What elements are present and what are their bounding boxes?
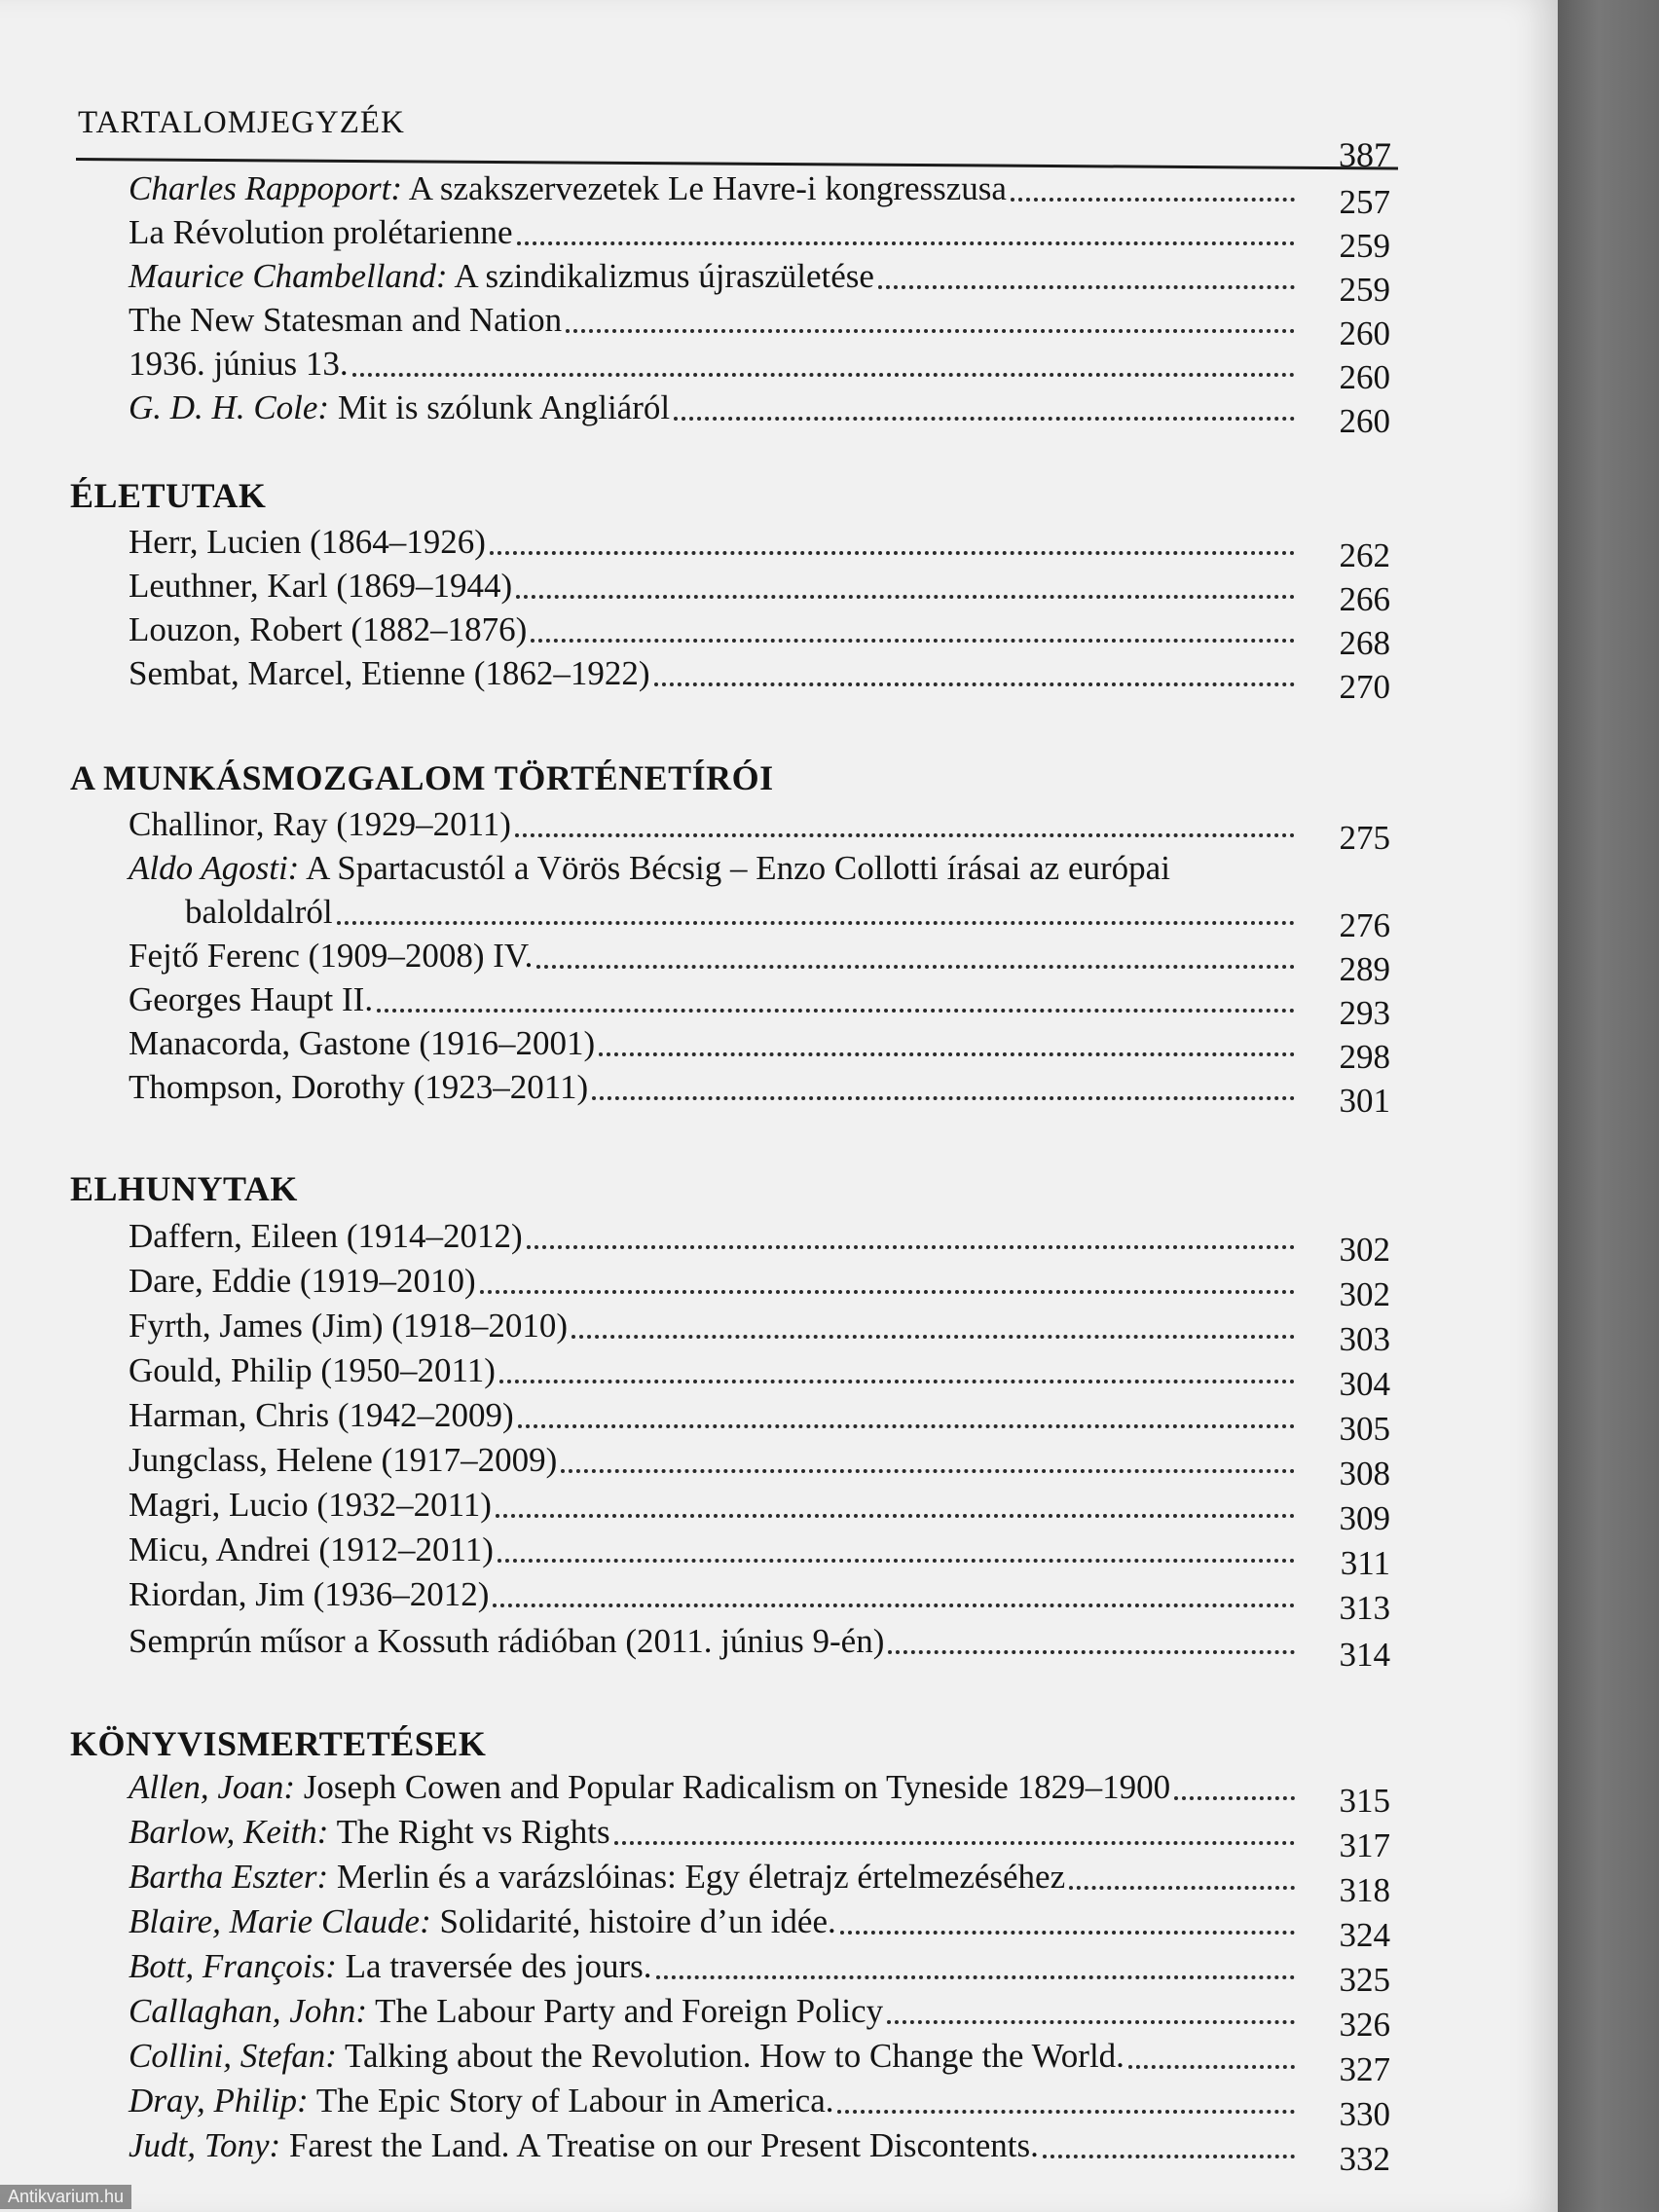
toc-entry <box>129 1573 1301 1616</box>
leader-dots <box>490 537 1295 555</box>
toc-entry <box>129 521 1301 564</box>
toc-entry-title: Sembat, Marcel, Etienne (1862–1922) <box>129 654 650 692</box>
toc-entry-author: Judt, Tony: <box>129 2126 281 2164</box>
toc-entry-page: 318 <box>1339 1871 1390 1909</box>
toc-entry-author: G. D. H. Cole: <box>129 388 330 426</box>
toc-entry-page: 314 <box>1339 1636 1390 1674</box>
toc-entry-page: 302 <box>1339 1275 1390 1313</box>
leader-dots <box>493 1590 1295 1607</box>
leader-dots <box>1043 2141 1295 2158</box>
leader-dots <box>480 1276 1295 1294</box>
running-header-title: TARTALOMJEGYZÉK <box>78 105 405 140</box>
toc-entry-title: La Révolution prolétarienne <box>129 213 513 251</box>
toc-entry <box>129 1066 1301 1109</box>
toc-entry-page: 260 <box>1339 402 1390 440</box>
toc-entry-title: The New Statesman and Nation <box>129 301 563 339</box>
toc-entry-text <box>129 1990 883 2033</box>
leader-dots <box>1128 2051 1295 2069</box>
toc-entry-text <box>129 387 670 429</box>
toc-entry-title: Solidarité, histoire d’un idée. <box>430 1902 836 1940</box>
toc-entry-text <box>129 1529 494 1571</box>
toc-entry <box>129 211 1301 254</box>
toc-entry-text <box>129 2035 1124 2078</box>
leader-dots <box>352 359 1295 377</box>
leader-dots <box>837 2096 1295 2114</box>
toc-entry-text <box>129 1066 588 1109</box>
toc-entry-title: Magri, Lucio (1932–2011) <box>129 1486 492 1524</box>
toc-entry-text <box>129 343 349 386</box>
toc-entry-text <box>129 1439 557 1482</box>
leader-dots <box>1011 184 1295 202</box>
leader-dots <box>840 1917 1295 1935</box>
leader-dots <box>531 625 1295 643</box>
toc-entry-author: Aldo Agosti: <box>129 849 300 887</box>
toc-entry-text <box>129 978 373 1021</box>
toc-entry-continuation-text: baloldalról <box>185 893 333 931</box>
toc-entry-text <box>129 565 512 608</box>
toc-entry-text <box>129 1260 476 1303</box>
toc-entry <box>129 1766 1301 1809</box>
toc-entry-title: Georges Haupt II. <box>129 980 374 1018</box>
leader-dots <box>571 1321 1295 1339</box>
toc-entry-title: The Epic Story of Labour in America. <box>308 2082 834 2120</box>
toc-entry <box>129 1620 1301 1663</box>
leader-dots <box>377 995 1295 1013</box>
toc-entry-page: 313 <box>1339 1589 1390 1627</box>
toc-entry-author: Bartha Eszter: <box>129 1858 329 1896</box>
toc-entry <box>129 2124 1301 2167</box>
toc-entry-author: Callaghan, John: <box>129 1992 367 2030</box>
toc-entry-page: 289 <box>1339 950 1390 988</box>
leader-dots <box>599 1039 1295 1056</box>
leader-dots <box>536 951 1295 969</box>
leader-dots <box>592 1083 1295 1100</box>
toc-entry <box>129 1811 1301 1854</box>
toc-entry <box>129 803 1301 846</box>
toc-entry <box>129 299 1301 342</box>
toc-entry-page: 304 <box>1339 1365 1390 1403</box>
toc-entry <box>129 1022 1301 1065</box>
toc-entry-author: Barlow, Keith: <box>129 1813 329 1851</box>
toc-entry-title: Louzon, Robert (1882–1876) <box>129 610 528 648</box>
toc-entry-page: 268 <box>1339 624 1390 662</box>
running-header-page-number: 387 <box>1339 135 1391 174</box>
toc-entry <box>129 847 1301 890</box>
toc-entry-text <box>129 652 650 695</box>
toc-entry-page: 327 <box>1339 2050 1390 2088</box>
toc-entry-title: Herr, Lucien (1864–1926) <box>129 523 486 561</box>
toc-entry-author: Blaire, Marie Claude: <box>129 1902 431 1940</box>
toc-entry-page: 259 <box>1339 271 1390 309</box>
toc-entry-title: Manacorda, Gastone (1916–2001) <box>129 1024 596 1062</box>
toc-entry-text <box>129 1573 489 1616</box>
section-heading: KÖNYVISMERTETÉSEK <box>70 1724 487 1763</box>
toc-entry-text <box>129 608 527 651</box>
toc-entry-text <box>129 1484 492 1527</box>
toc-entry-page: 298 <box>1339 1038 1390 1076</box>
toc-entry-text <box>129 847 1170 890</box>
toc-entry <box>129 1305 1301 1347</box>
toc-entry <box>129 565 1301 608</box>
toc-entry-text <box>129 1022 595 1065</box>
toc-entry-page: 275 <box>1339 819 1390 857</box>
toc-entry-page: 257 <box>1339 183 1390 221</box>
leader-dots <box>654 669 1295 686</box>
toc-entry-text <box>129 1305 568 1347</box>
toc-entry-title: Thompson, Dorothy (1923–2011) <box>129 1068 589 1106</box>
toc-entry-text <box>129 935 533 977</box>
toc-entry-title: Semprún műsor a Kossuth rádióban (2011. június 9-én) <box>129 1622 885 1660</box>
toc-entry-page: 326 <box>1339 2006 1390 2044</box>
toc-entry-text <box>129 2124 1039 2167</box>
toc-entry <box>129 1856 1301 1899</box>
toc-entry-title: Fejtő Ferenc (1909–2008) IV. <box>129 937 534 975</box>
toc-entry <box>129 1529 1301 1571</box>
leader-dots <box>888 1637 1295 1654</box>
toc-entry <box>129 1215 1301 1258</box>
toc-entry <box>129 1394 1301 1437</box>
toc-entry-text <box>129 299 562 342</box>
toc-entry-title: Fyrth, James (Jim) (1918–2010) <box>129 1307 569 1345</box>
toc-entry-title: A szakszervezetek Le Havre-i kongresszusa <box>401 169 1007 207</box>
toc-entry-page: 308 <box>1339 1455 1390 1493</box>
toc-entry-page: 302 <box>1339 1231 1390 1269</box>
toc-entry <box>129 343 1301 386</box>
leader-dots <box>561 1456 1295 1473</box>
toc-entry <box>129 2080 1301 2122</box>
section-heading: ÉLETUTAK <box>70 476 267 515</box>
toc-entry-page: 303 <box>1339 1320 1390 1358</box>
toc-entry-title: Harman, Chris (1942–2009) <box>129 1396 514 1434</box>
toc-entry <box>129 1900 1301 1943</box>
toc-entry-title: La traversée des jours. <box>336 1947 652 1985</box>
toc-entry-page: 324 <box>1339 1916 1390 1954</box>
watermark: Antikvarium.hu <box>0 2185 131 2209</box>
toc-entry-page: 260 <box>1339 358 1390 396</box>
toc-entry-text <box>129 2080 833 2122</box>
toc-entry-page: 332 <box>1339 2140 1390 2178</box>
leader-dots <box>527 1232 1295 1249</box>
toc-entry <box>129 2035 1301 2078</box>
toc-entry <box>129 1484 1301 1527</box>
toc-entry-author: Bott, François: <box>129 1947 337 1985</box>
toc-entry-page: 262 <box>1339 536 1390 574</box>
toc-entry <box>129 652 1301 695</box>
leader-dots <box>498 1545 1295 1563</box>
toc-entry-title: Gould, Philip (1950–2011) <box>129 1351 496 1389</box>
toc-entry-page: 309 <box>1339 1499 1390 1537</box>
toc-entry-continuation <box>185 891 1301 934</box>
toc-entry-text <box>129 211 513 254</box>
leader-dots <box>656 1962 1296 1979</box>
toc-entry-title: Merlin és a varázslóinas: Egy életrajz értelmezéséhez <box>328 1858 1066 1896</box>
section-heading: ELHUNYTAK <box>70 1169 298 1208</box>
leader-dots <box>518 1411 1295 1428</box>
toc-entry-page: 293 <box>1339 994 1390 1032</box>
toc-entry <box>129 608 1301 651</box>
leader-dots <box>566 315 1295 333</box>
toc-entry-page: 317 <box>1339 1826 1390 1864</box>
toc-entry-page: 276 <box>1339 906 1390 944</box>
toc-entry-text <box>129 1856 1065 1899</box>
toc-entry-author: Maurice Chambelland: <box>129 257 448 295</box>
toc-entry-title: Dare, Eddie (1919–2010) <box>129 1262 476 1300</box>
toc-entry-text <box>129 1394 514 1437</box>
toc-entry-title: Challinor, Ray (1929–2011) <box>129 805 511 843</box>
toc-entry-text <box>129 1349 496 1392</box>
toc-entry-page: 259 <box>1339 227 1390 265</box>
toc-entry <box>129 978 1301 1021</box>
page-edge <box>1558 0 1659 2212</box>
toc-entry-text <box>129 1811 610 1854</box>
leader-dots <box>515 820 1295 837</box>
toc-entry <box>129 1260 1301 1303</box>
toc-entry <box>129 1990 1301 2033</box>
toc-entry-author: Collini, Stefan: <box>129 2037 337 2075</box>
toc-entry-page: 305 <box>1339 1410 1390 1448</box>
toc-entry-title: Daffern, Eileen (1914–2012) <box>129 1217 523 1255</box>
leader-dots <box>674 403 1295 421</box>
toc-entry <box>129 1945 1301 1988</box>
leader-dots <box>1174 1783 1295 1800</box>
toc-entry-page: 330 <box>1339 2095 1390 2133</box>
toc-entry <box>129 1349 1301 1392</box>
section-heading: A MUNKÁSMOZGALOM TÖRTÉNETÍRÓI <box>70 758 774 797</box>
toc-entry <box>129 167 1301 210</box>
toc-entry-page: 311 <box>1340 1544 1390 1582</box>
toc-entry-title: The Right vs Rights <box>328 1813 610 1851</box>
leader-dots <box>496 1500 1295 1518</box>
toc-entry-page: 270 <box>1339 668 1390 706</box>
toc-entry-text <box>129 1766 1170 1809</box>
toc-entry-title: Farest the Land. A Treatise on our Present Discontents. <box>280 2126 1039 2164</box>
leader-dots <box>499 1366 1295 1383</box>
toc-entry-text <box>129 1900 836 1943</box>
toc-entry-title: Mit is szólunk Angliáról <box>329 388 671 426</box>
toc-entry-page: 325 <box>1339 1961 1390 1999</box>
leader-dots <box>887 2007 1295 2024</box>
toc-entry-title: Leuthner, Karl (1869–1944) <box>129 567 513 605</box>
toc-entry-text <box>129 1215 523 1258</box>
leader-dots <box>337 907 1295 925</box>
toc-entry-title: Joseph Cowen and Popular Radicalism on Tyneside 1829–1900 <box>295 1768 1171 1806</box>
toc-entry-title: Jungclass, Helene (1917–2009) <box>129 1441 558 1479</box>
toc-entry <box>129 1439 1301 1482</box>
toc-entry-text <box>129 167 1007 210</box>
toc-entry-text <box>129 1945 652 1988</box>
toc-entry <box>129 255 1301 298</box>
toc-entry-title: Micu, Andrei (1912–2011) <box>129 1530 494 1568</box>
toc-entry-author: Charles Rappoport: <box>129 169 402 207</box>
toc-entry-text <box>129 1620 884 1663</box>
toc-entry-author: Dray, Philip: <box>129 2082 309 2120</box>
toc-entry <box>129 387 1301 429</box>
toc-entry-page: 260 <box>1339 314 1390 352</box>
toc-entry-text <box>129 255 874 298</box>
toc-entry-page: 266 <box>1339 580 1390 618</box>
toc-entry-title: 1936. június 13. <box>129 345 349 383</box>
toc-entry-text <box>129 521 486 564</box>
toc-entry-title: The Labour Party and Foreign Policy <box>366 1992 884 2030</box>
toc-entry-title: A Spartacustól a Vörös Bécsig – Enzo Collotti írásai az európai <box>299 849 1170 887</box>
toc-entry <box>129 935 1301 977</box>
toc-entry-title: Talking about the Revolution. How to Change the World. <box>336 2037 1124 2075</box>
toc-entry-title: Riordan, Jim (1936–2012) <box>129 1575 490 1613</box>
leader-dots <box>517 228 1295 245</box>
leader-dots <box>614 1827 1295 1845</box>
toc-entry-page: 315 <box>1339 1782 1390 1820</box>
leader-dots <box>878 272 1295 289</box>
toc-entry-text <box>129 803 511 846</box>
toc-entry-title: A szindikalizmus újraszületése <box>447 257 874 295</box>
leader-dots <box>516 581 1295 599</box>
toc-entry-page: 301 <box>1339 1082 1390 1120</box>
leader-dots <box>1069 1872 1295 1890</box>
toc-entry-author: Allen, Joan: <box>129 1768 296 1806</box>
